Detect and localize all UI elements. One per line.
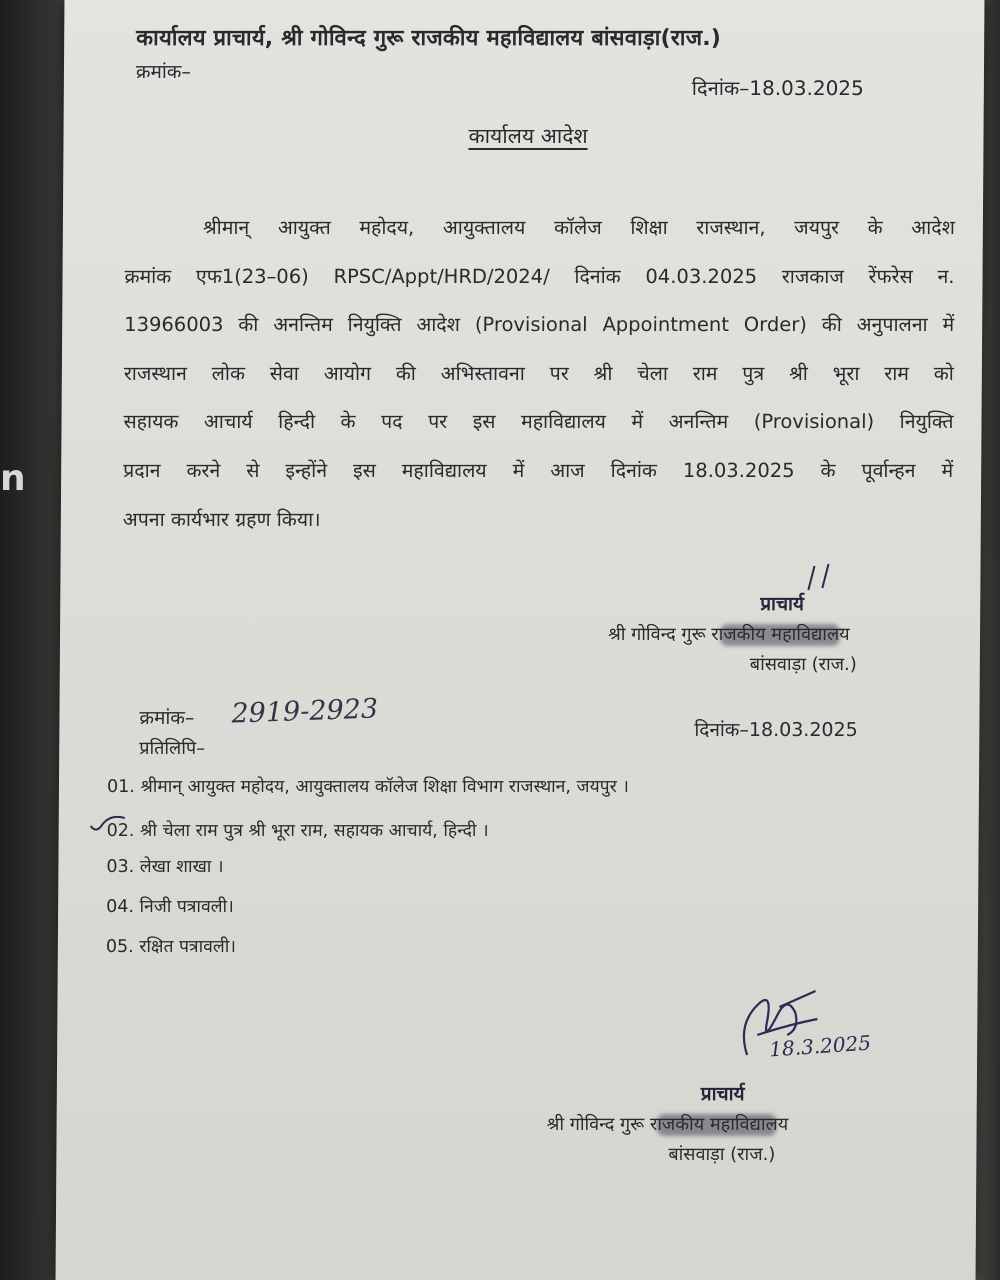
body-line: प्रदान करने से इन्होंने इस महाविद्यालय में आज दिनांक 18.03.2025 के पूर्वान्हन में xyxy=(123,458,954,482)
background-edge-mark: n xyxy=(0,458,26,499)
copy-item: 04. निजी पत्रावली। xyxy=(106,897,234,917)
body-line: 13966003 की अनन्तिम नियुक्ति आदेश (Provisional Appointment Order) की अनुपालना में xyxy=(124,313,955,337)
copy-date: दिनांक–18.03.2025 xyxy=(694,719,858,741)
kramank-label: क्रमांक– xyxy=(135,61,192,83)
order-title: कार्यालय आदेश xyxy=(468,124,588,148)
office-header: कार्यालय प्राचार्य, श्री गोविन्द गुरू राजकीय महाविद्यालय बांसवाड़ा(राज.) xyxy=(136,26,722,51)
principal-title: प्राचार्य xyxy=(700,1083,745,1105)
body-line: क्रमांक एफ1(23–06) RPSC/Appt/HRD/2024/ दिनांक 04.03.2025 राजकाज रेंफरेस न. xyxy=(124,264,955,288)
copy-item: 03. लेखा शाखा । xyxy=(106,857,224,877)
copy-item: 05. रक्षित पत्रावली। xyxy=(105,937,236,957)
handwritten-number: 2919-2923 xyxy=(231,693,379,730)
body-line: अपना कार्यभार ग्रहण किया। xyxy=(122,507,321,531)
body-line: सहायक आचार्य हिन्दी के पद पर इस महाविद्यालय में अनन्तिम (Provisional) नियुक्ति xyxy=(123,410,954,434)
copy-kramank-label: क्रमांक– xyxy=(139,707,195,729)
header-date: दिनांक–18.03.2025 xyxy=(691,76,864,100)
college-place: बांसवाड़ा (राज.) xyxy=(668,1144,776,1165)
body-line: राजस्थान लोक सेवा आयोग की अभिस्तावना पर श्री चेला राम पुत्र श्री भूरा राम को xyxy=(123,361,954,385)
body-line: श्रीमान् आयुक्त महोदय, आयुक्तालय कॉलेज शिक्षा राजस्थान, जयपुर के आदेश xyxy=(202,216,955,239)
copy-item: 02. श्री चेला राम पुत्र श्री भूरा राम, सहायक आचार्य, हिन्दी । xyxy=(106,821,489,841)
tick-mark xyxy=(89,812,129,836)
document-page xyxy=(56,0,985,1280)
copy-item: 01. श्रीमान् आयुक्त महोदय, आयुक्तालय कॉलेज शिक्षा विभाग राजस्थान, जयपुर । xyxy=(106,777,630,797)
order-body xyxy=(123,204,955,544)
college-name: श्री गोविन्द गुरू राजकीय महाविद्यालय xyxy=(546,1114,789,1135)
college-place: बांसवाड़ा (राज.) xyxy=(749,654,857,675)
pratilipi-label: प्रतिलिपि– xyxy=(139,738,206,759)
college-name: श्री गोविन्द गुरू राजकीय महाविद्यालय xyxy=(607,624,850,645)
handwritten-date: 18.3.2025 xyxy=(768,1030,872,1062)
principal-title: प्राचार्य xyxy=(760,593,805,615)
signature-mark-1 xyxy=(800,562,840,592)
